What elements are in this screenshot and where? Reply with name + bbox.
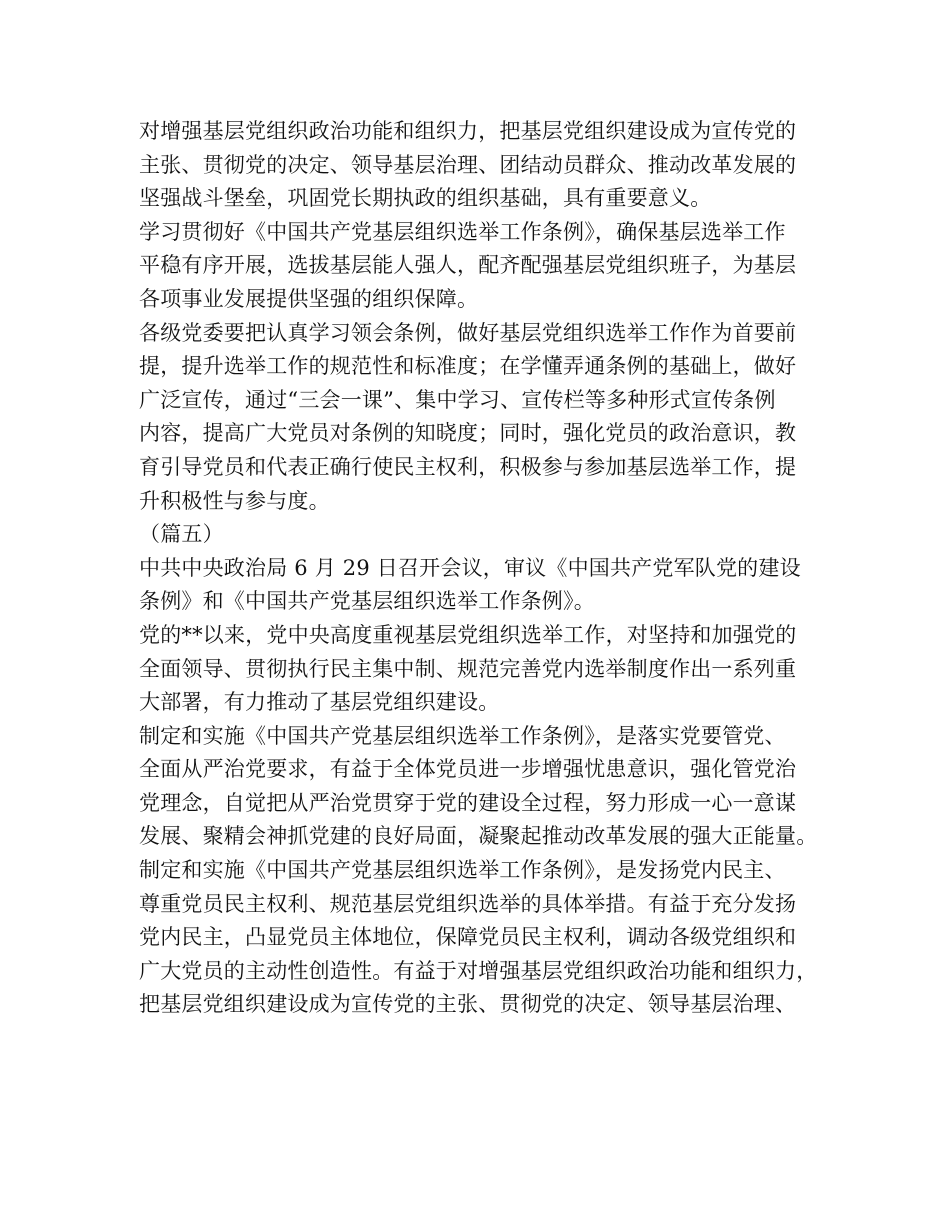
text-line: 广泛宣传，通过“三会一课”、集中学习、宣传栏等多种形式宣传条例: [139, 387, 776, 412]
text-line: 发展、聚精会神抓党建的良好局面，凝聚起推动改革发展的强大正能量。: [139, 824, 818, 849]
text-line: 坚强战斗堡垒，巩固党长期执政的组织基础，具有重要意义。: [139, 186, 712, 211]
document-body: [139, 115, 819, 1022]
text-line: 全面领导、贯彻执行民主集中制、规范完善党内选举制度作出一系列重: [139, 656, 797, 681]
text-line: 育引导党员和代表正确行使民主权利，积极参与参加基层选举工作，提: [139, 454, 797, 479]
text-line: 各级党委要把认真学习领会条例，做好基层党组织选举工作作为首要前: [139, 320, 797, 345]
text-line: 把基层党组织建设成为宣传党的主张、贯彻党的决定、领导基层治理、: [139, 992, 797, 1017]
text-line: 党内民主，凸显党员主体地位，保障党员民主权利，调动各级党组织和: [139, 925, 797, 950]
text-line: 平稳有序开展，选拔基层能人强人，配齐配强基层党组织班子，为基层: [139, 253, 797, 278]
text-line: 中共中央政治局 6 月 29 日召开会议，审议《中国共产党军队党的建设: [139, 555, 801, 580]
text-line: 条例》和《中国共产党基层组织选举工作条例》。: [139, 589, 595, 614]
text-line: 制定和实施《中国共产党基层组织选举工作条例》，是发扬党内民主、: [139, 858, 786, 883]
text-line: 升积极性与参与度。: [139, 488, 330, 513]
text-line: 广大党员的主动性创造性。有益于对增强基层党组织政治功能和组织力，: [139, 958, 818, 983]
text-line: 对增强基层党组织政治功能和组织力，把基层党组织建设成为宣传党的: [139, 119, 797, 143]
text-line: 全面从严治党要求，有益于全体党员进一步增强忧患意识，强化管党治: [139, 757, 797, 782]
text-line: 党的**以来，党中央高度重视基层党组织选举工作，对坚持和加强党的: [139, 622, 797, 647]
text-line: 制定和实施《中国共产党基层组织选举工作条例》，是落实党要管党、: [139, 723, 786, 748]
text-line: 各项事业发展提供坚强的组织保障。: [139, 286, 479, 311]
text-line: 提，提升选举工作的规范性和标准度；在学懂弄通条例的基础上，做好: [139, 354, 797, 379]
text-line: 主张、贯彻党的决定、领导基层治理、团结动员群众、推动改革发展的: [139, 152, 797, 177]
text-line: 学习贯彻好《中国共产党基层组织选举工作条例》，确保基层选举工作: [139, 219, 786, 244]
text-line: 尊重党员民主权利、规范基层党组织选举的具体举措。有益于充分发扬: [139, 891, 797, 916]
text-line: 大部署，有力推动了基层党组织建设。: [139, 690, 500, 715]
text-line: 党理念，自觉把从严治党贯穿于党的建设全过程，努力形成一心一意谋: [139, 790, 797, 815]
text-line: 内容，提高广大党员对条例的知晓度；同时，强化党员的政治意识，教: [139, 421, 797, 446]
section-heading: （篇五）: [139, 522, 224, 547]
